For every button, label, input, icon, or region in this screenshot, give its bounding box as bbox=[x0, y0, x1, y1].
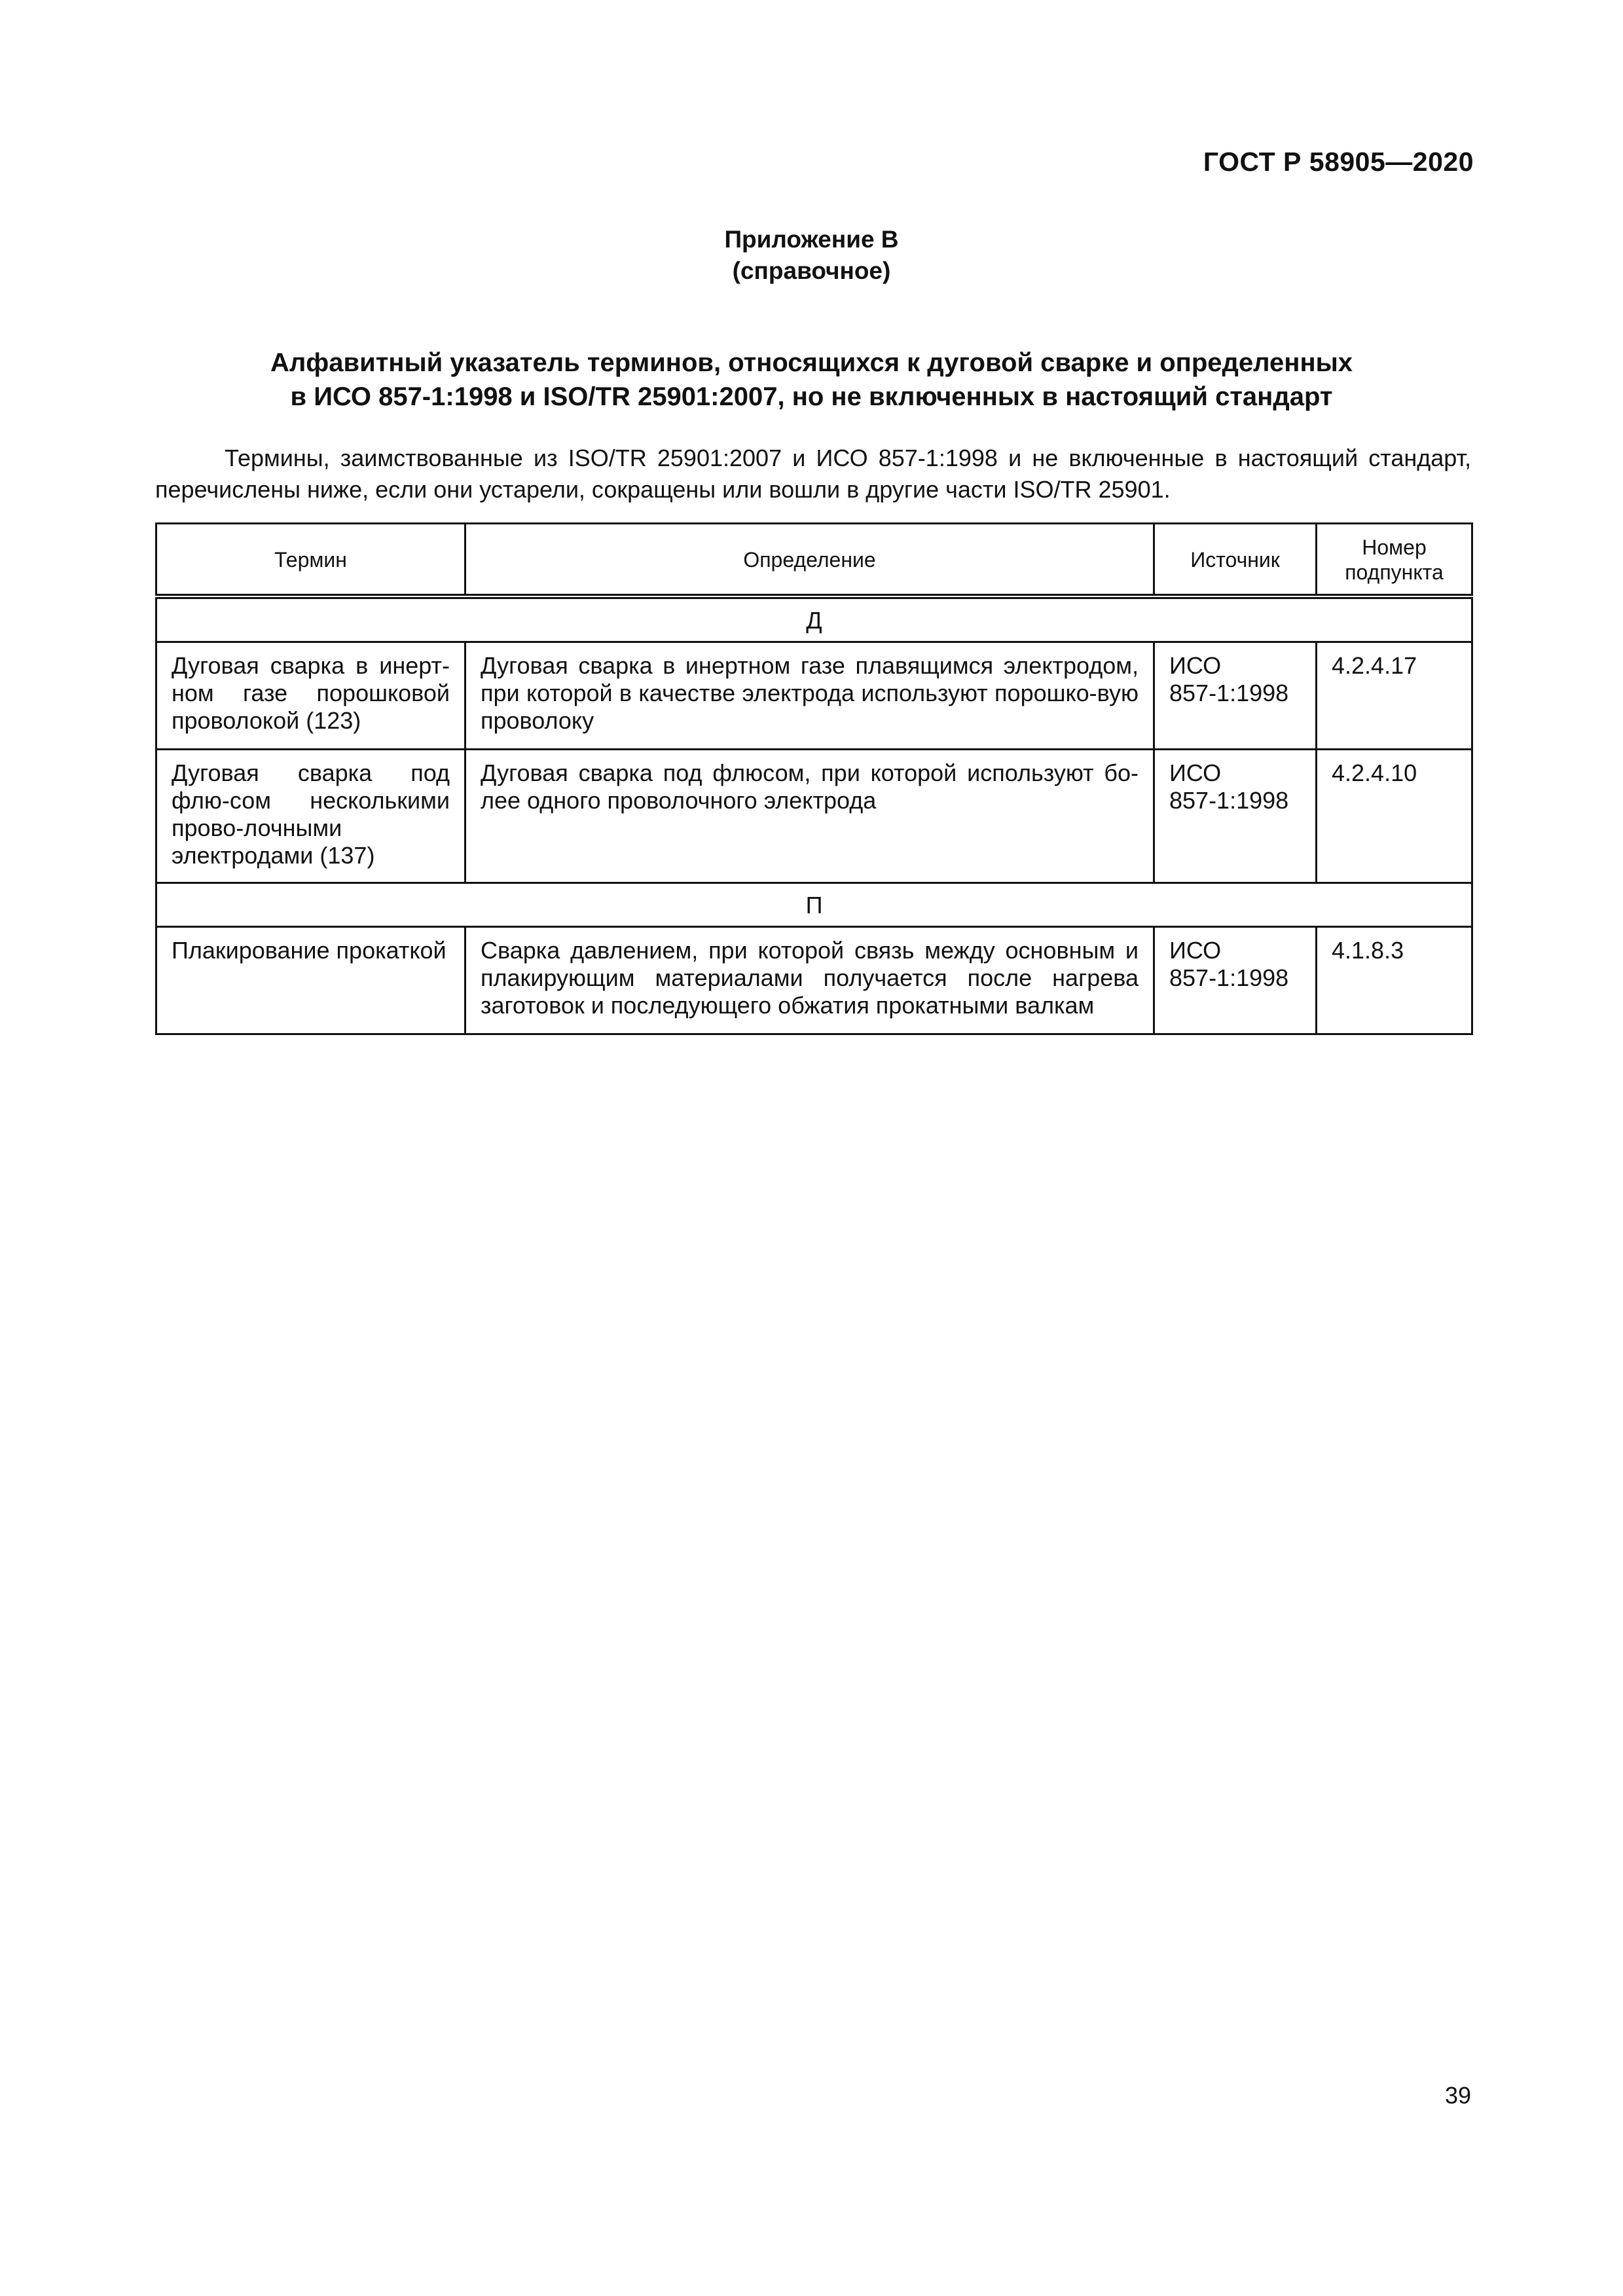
terms-table bbox=[155, 522, 1473, 1035]
term-cell: Дуговая сварка в инерт-ном газе порошковой проволокой (123) bbox=[156, 642, 465, 750]
index-title-line-1: Алфавитный указатель терминов, относящихся к дуговой сварке и определенных bbox=[270, 348, 1353, 377]
section-letter-d: Д bbox=[156, 596, 1472, 642]
source-line-2: 857-1:1998 bbox=[1169, 964, 1289, 991]
term-cell: Плакирование прокаткой bbox=[156, 927, 465, 1034]
index-title bbox=[0, 346, 1623, 414]
source-line-1: ИСО bbox=[1169, 652, 1222, 679]
number-cell: 4.2.4.10 bbox=[1317, 750, 1472, 883]
definition-cell: Сварка давлением, при которой связь между основным и плакирующим материалами получается после нагрева заготовок и последующего обжатия прокатными валкам bbox=[465, 927, 1154, 1034]
definition-cell: Дуговая сварка в инертном газе плавящимся электродом, при которой в качестве электрода используют порошко-вую проволоку bbox=[465, 642, 1154, 750]
source-cell bbox=[1154, 927, 1317, 1034]
source-cell bbox=[1154, 750, 1317, 883]
header-definition: Определение bbox=[465, 524, 1154, 597]
header-number-line-1: Номер bbox=[1362, 536, 1427, 559]
intro-text: Термины, заимствованные из ISO/TR 25901:2007 и ИСО 857-1:1998 и не включенные в настоящий стандарт, перечислены ниже, если они устарели, сокращены или вошли в другие части ISO/TR 25901. bbox=[155, 445, 1471, 503]
term-cell: Дуговая сварка под флю-сом несколькими прово-лочными электродами (137) bbox=[156, 750, 465, 883]
appendix-heading bbox=[0, 224, 1623, 287]
index-title-line-2: в ИСО 857-1:1998 и ISO/TR 25901:2007, но не включенных в настоящий стандарт bbox=[290, 382, 1333, 411]
number-cell: 4.2.4.17 bbox=[1317, 642, 1472, 750]
page-number: 39 bbox=[1444, 2082, 1471, 2109]
header-term: Термин bbox=[156, 524, 465, 597]
table-row bbox=[156, 750, 1472, 883]
number-cell: 4.1.8.3 bbox=[1317, 927, 1472, 1034]
definition-cell: Дуговая сварка под флюсом, при которой используют бо-лее одного проволочного электрода bbox=[465, 750, 1154, 883]
source-line-1: ИСО bbox=[1169, 937, 1222, 964]
source-line-2: 857-1:1998 bbox=[1169, 787, 1289, 814]
section-row-d bbox=[156, 596, 1472, 642]
header-number-line-2: подпункта bbox=[1345, 560, 1444, 584]
section-row-p bbox=[156, 883, 1472, 927]
table-row bbox=[156, 927, 1472, 1034]
intro-paragraph bbox=[155, 443, 1471, 505]
source-line-2: 857-1:1998 bbox=[1169, 680, 1289, 706]
table-header-row bbox=[156, 524, 1472, 597]
table-row bbox=[156, 642, 1472, 750]
appendix-label: Приложение В bbox=[724, 226, 899, 253]
source-cell bbox=[1154, 642, 1317, 750]
header-source: Источник bbox=[1154, 524, 1317, 597]
document-code: ГОСТ Р 58905—2020 bbox=[1203, 147, 1474, 177]
section-letter-p: П bbox=[156, 883, 1472, 927]
appendix-status: (справочное) bbox=[732, 257, 891, 284]
source-line-1: ИСО bbox=[1169, 759, 1222, 786]
header-number bbox=[1317, 524, 1472, 597]
